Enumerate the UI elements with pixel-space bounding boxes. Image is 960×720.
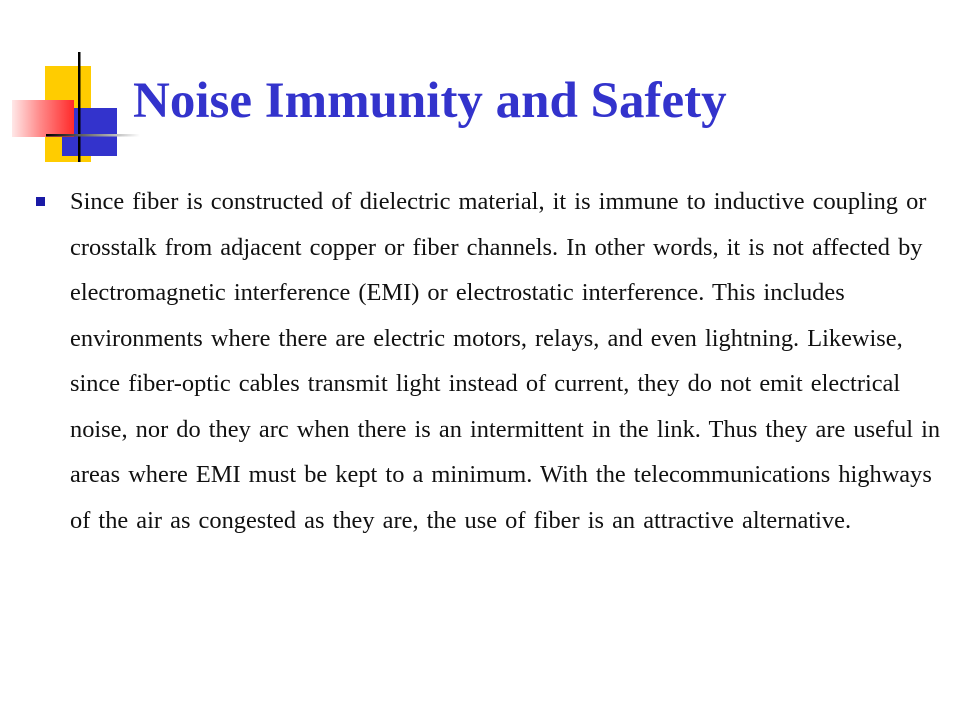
ornament-vertical-rule (78, 52, 81, 162)
bullet-item (36, 179, 956, 543)
slide-title: Noise Immunity and Safety (133, 73, 727, 129)
bullet-text: Since fiber is constructed of dielectric material, it is immune to inductive coupling or crosstalk from adjacent copper or fiber channels. In other words, it is not affected by electromagnetic interference (EMI) or electrostatic interference. This includes environments where there are electric motors, relays, and even lightning. Likewise, since fiber-optic cables transmit light instead of current, they do not emit electrical noise, nor do they arc when there is an intermittent in the link. Thus they are useful in areas where EMI must be kept to a minimum. With the telecommunications highways of the air as congested as they are, the use of fiber is an attractive alternative. (70, 188, 941, 534)
ornament-horizontal-rule (46, 134, 140, 137)
bullet-square-icon (36, 197, 45, 206)
slide-corner-ornament (0, 0, 140, 180)
ornament-red-bar (12, 100, 74, 137)
bullet-list (36, 179, 956, 543)
